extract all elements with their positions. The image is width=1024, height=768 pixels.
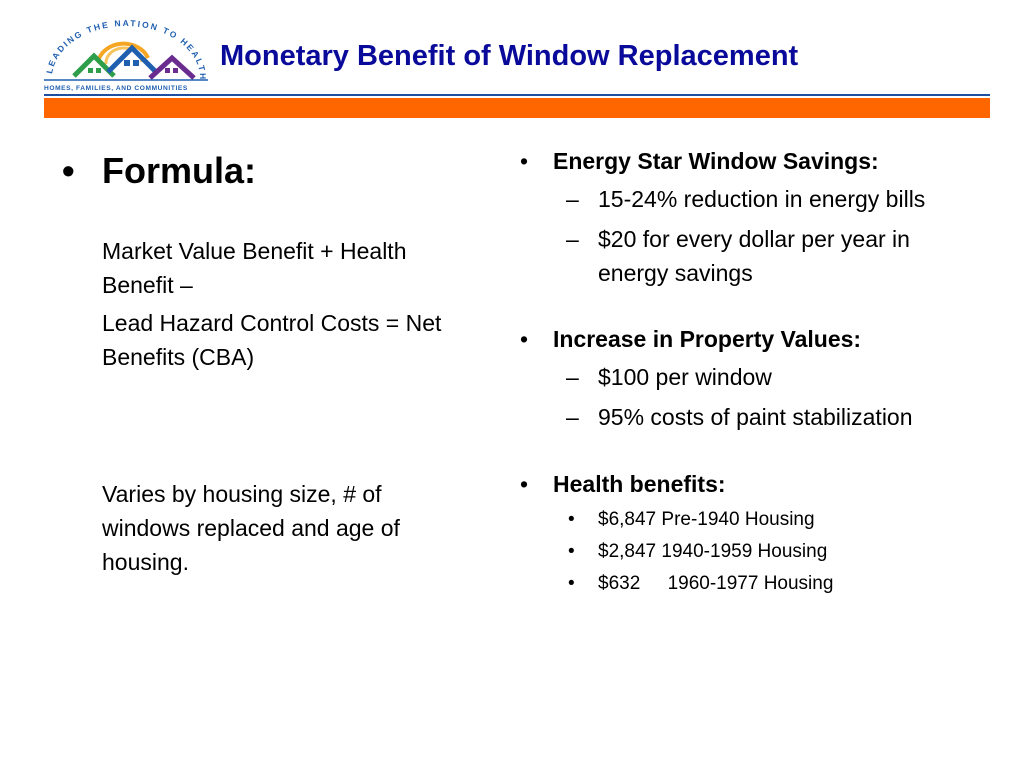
list-item-text: $20 for every dollar per year in energy savings [598, 226, 910, 286]
dash-icon: – [566, 364, 579, 390]
section-heading-label: Energy Star Window Savings: [553, 148, 879, 174]
formula-heading [62, 150, 462, 192]
section-heading-label: Increase in Property Values: [553, 326, 862, 352]
list-item [520, 182, 980, 216]
formula-heading-label: Formula: [102, 150, 257, 191]
benefit-years: 1940-1959 Housing [661, 541, 828, 562]
benefit-amount: $2,847 [598, 541, 657, 562]
bullet-icon: • [520, 148, 529, 174]
title-divider-bar [44, 98, 990, 118]
bullet-icon: • [520, 326, 529, 352]
formula-note: Varies by housing size, # of windows replaced and age of housing. [102, 481, 400, 575]
section-heading [520, 322, 980, 356]
right-column [520, 144, 980, 596]
house-purple-icon [150, 58, 194, 78]
list-item [520, 540, 980, 564]
bullet-icon: • [568, 541, 575, 562]
organization-logo [40, 20, 212, 92]
section-property-values [520, 322, 980, 434]
bullet-icon: • [568, 509, 575, 530]
benefit-amount: $6,847 [598, 509, 657, 530]
logo-bottom-text: HOMES, FAMILIES, AND COMMUNITIES [44, 85, 188, 92]
section-health-benefits [520, 467, 980, 596]
list-item-text: 15-24% reduction in energy bills [598, 186, 926, 212]
logo-graphic [40, 20, 212, 92]
list-item [520, 572, 980, 596]
dash-icon: – [566, 226, 579, 252]
bullet-icon: • [568, 573, 575, 594]
left-column [62, 150, 462, 579]
list-item [520, 400, 980, 434]
formula-line-1: Market Value Benefit + Health Benefit – [102, 238, 407, 298]
list-item [520, 360, 980, 394]
list-item [520, 222, 980, 290]
list-item-text: 95% costs of paint stabilization [598, 404, 913, 430]
list-item [520, 508, 980, 532]
bullet-icon: • [520, 471, 529, 497]
dash-icon: – [566, 186, 579, 212]
section-energy-star [520, 144, 980, 290]
slide-title: Monetary Benefit of Window Replacement [220, 40, 799, 72]
logo-arc-text: LEADING THE NATION TO HEALTH [44, 20, 209, 82]
bullet-icon: • [62, 150, 75, 191]
title-divider-line [44, 94, 990, 96]
section-heading [520, 467, 980, 501]
dash-icon: – [566, 404, 579, 430]
section-heading-label: Health benefits: [553, 471, 726, 497]
list-item-text: $100 per window [598, 364, 772, 390]
formula-line-2: Lead Hazard Control Costs = Net Benefits (CBA) [102, 310, 442, 370]
benefit-years: 1960-1977 Housing [667, 573, 834, 594]
benefit-years: Pre-1940 Housing [661, 509, 815, 530]
benefit-amount: $632 [598, 573, 641, 594]
house-blue-icon [108, 48, 156, 72]
section-heading [520, 144, 980, 178]
